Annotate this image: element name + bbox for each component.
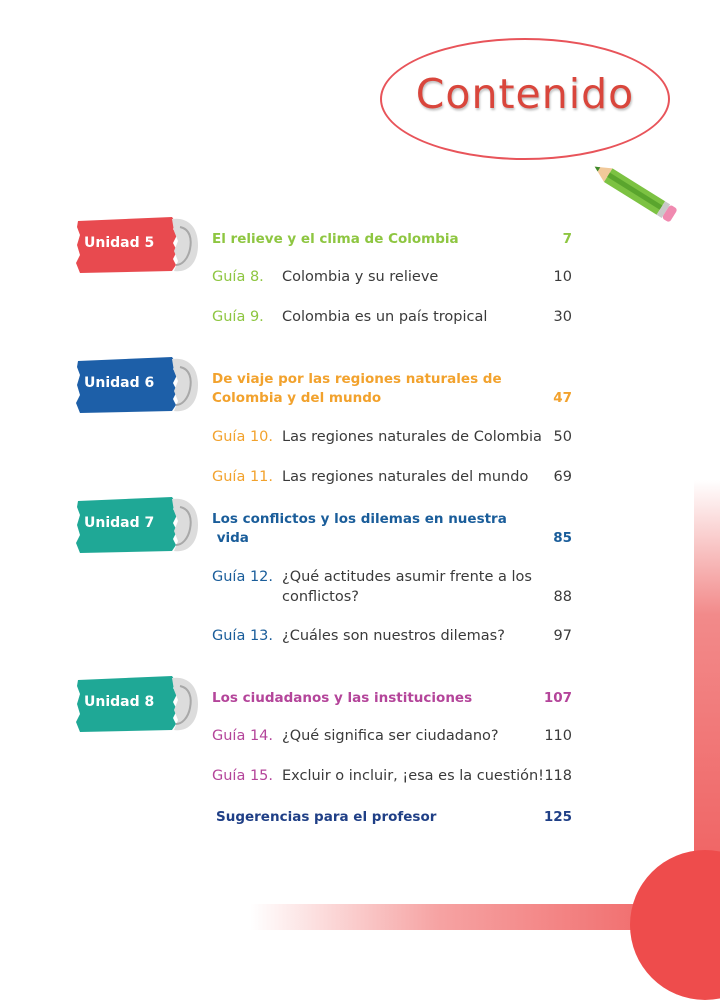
guide-page: 10	[553, 269, 572, 285]
guide-page: 69	[553, 469, 572, 485]
suggestions-entry[interactable]	[216, 809, 572, 825]
guide-title: Excluir o incluir, ¡esa es la cuestión!	[282, 768, 544, 784]
guide-page: 118	[544, 768, 572, 784]
unit-title-text: El relieve y el clima de Colombia	[212, 231, 459, 247]
guide-title: Las regiones naturales del mundo	[282, 469, 529, 485]
guide-title: Colombia y su relieve	[282, 269, 439, 285]
unit-badge-label: Unidad 6	[84, 375, 155, 391]
suggestions-page: 125	[543, 809, 572, 825]
guide-label: Guía 9.	[212, 309, 264, 325]
guide-label: Guía 8.	[212, 269, 264, 285]
guide-label: Guía 11.	[212, 469, 274, 485]
unit-title-text: Los conflictos y los dilemas en nuestra	[212, 511, 507, 527]
guide-title: conflictos?	[282, 589, 359, 605]
guide-label: Guía 13.	[212, 628, 274, 644]
guide-title: ¿Qué significa ser ciudadano?	[282, 728, 499, 744]
unit-badge-8	[76, 674, 206, 734]
unit-title-5[interactable]	[212, 231, 572, 247]
unit-badge-7	[76, 495, 206, 555]
guide-label: Guía 15.	[212, 768, 274, 784]
unit-title-text: Los ciudadanos y las instituciones	[212, 690, 473, 706]
guide-label: Guía 10.	[212, 429, 274, 445]
suggestions-title: Sugerencias para el profesor	[216, 809, 437, 825]
unit-title-text: Colombia y del mundo	[212, 390, 382, 406]
unit-title-6[interactable]	[212, 371, 572, 387]
guide-page: 50	[553, 429, 572, 445]
unit-badge-label: Unidad 8	[84, 694, 155, 710]
page-title: Contenido	[415, 70, 635, 118]
unit-title-6-line2[interactable]	[212, 390, 572, 406]
guide-page: 30	[553, 309, 572, 325]
guide-title: Colombia es un país tropical	[282, 309, 488, 325]
unit-title-8[interactable]	[212, 690, 572, 706]
unit-title-text: vida	[212, 530, 249, 546]
unit-page: 107	[543, 690, 572, 706]
unit-title-7-line2[interactable]	[212, 530, 572, 546]
unit-page: 47	[553, 390, 572, 406]
unit-title-7[interactable]	[212, 511, 572, 527]
unit-page: 7	[562, 231, 572, 247]
pencil-icon	[582, 150, 682, 230]
unit-badge-label: Unidad 5	[84, 235, 155, 251]
guide-label: Guía 14.	[212, 728, 274, 744]
guide-page: 97	[553, 628, 572, 644]
guide-page: 88	[553, 589, 572, 605]
guide-label: Guía 12.	[212, 569, 274, 585]
guide-title: ¿Qué actitudes asumir frente a los	[282, 569, 532, 585]
unit-badge-5	[76, 215, 206, 275]
guide-title: Las regiones naturales de Colombia	[282, 429, 542, 445]
guide-title: ¿Cuáles son nuestros dilemas?	[282, 628, 505, 644]
unit-badge-label: Unidad 7	[84, 515, 155, 531]
unit-page: 85	[553, 530, 572, 546]
unit-title-text: De viaje por las regiones naturales de	[212, 371, 502, 387]
decorative-corner-circle	[630, 850, 720, 1000]
guide-page: 110	[544, 728, 572, 744]
unit-badge-6	[76, 355, 206, 415]
